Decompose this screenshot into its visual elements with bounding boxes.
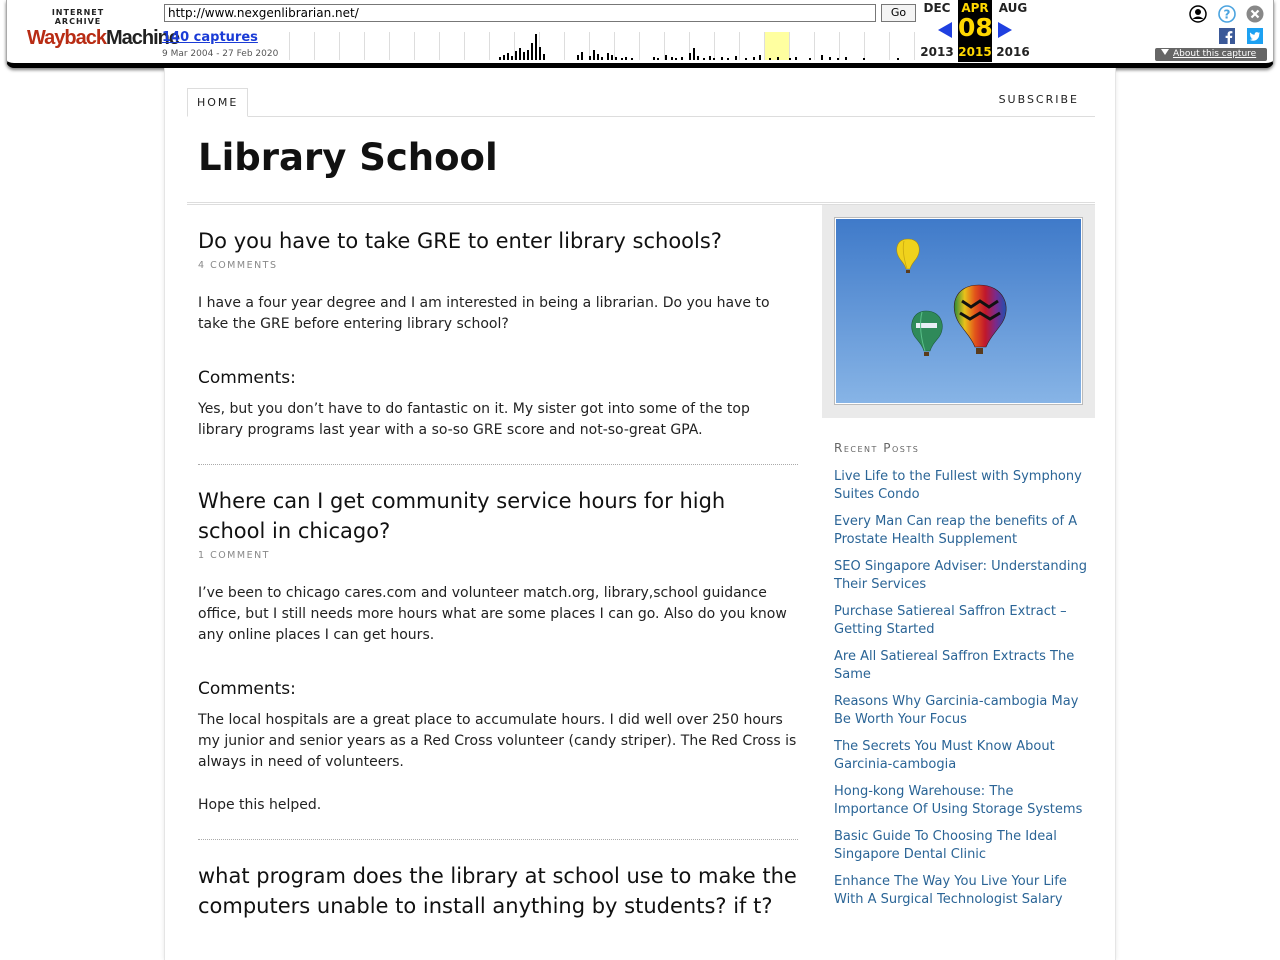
sparkline-bar: [535, 34, 537, 60]
logo-wayback-word: Wayback: [27, 27, 106, 49]
sparkline-bar: [809, 58, 811, 60]
sparkline-bar: [753, 57, 755, 60]
hot-air-balloons-image: [834, 217, 1083, 405]
sparkline-bar: [539, 47, 541, 60]
sparkline-bar: [597, 54, 599, 60]
sparkline-year-divider: [864, 32, 865, 60]
sparkline-bar: [829, 57, 831, 60]
svg-text:?: ?: [1223, 7, 1231, 22]
sparkline-year-divider: [839, 32, 840, 60]
facebook-icon[interactable]: [1219, 28, 1235, 44]
sidebar-photo-frame: [822, 205, 1095, 418]
sparkline-bar: [577, 55, 579, 60]
sparkline-year-divider: [914, 32, 915, 60]
sparkline-bar: [615, 57, 617, 60]
sparkline-bar: [837, 58, 839, 60]
sparkline-year-divider: [639, 32, 640, 60]
sparkline-bar: [531, 43, 533, 60]
post-body: I have a four year degree and I am interested in being a librarian. Do you have to take the GRE before entering library school?: [198, 295, 770, 332]
sparkline-bar: [745, 58, 747, 60]
recent-post-link[interactable]: Purchase Satiereal Saffron Extract – Getting Started: [834, 604, 1067, 637]
blog-page: [164, 68, 1116, 960]
go-button[interactable]: Go: [881, 4, 916, 22]
sparkline-bar: [499, 57, 501, 60]
about-capture-button[interactable]: [1155, 48, 1267, 61]
wayback-logo[interactable]: [27, 8, 179, 52]
logo-wayback-machine: [27, 27, 179, 50]
sparkline-year-divider: [439, 32, 440, 60]
sparkline-year-divider: [564, 32, 565, 60]
current-day-label: 08: [958, 13, 993, 42]
sparkline-bar: [503, 55, 505, 60]
help-icon[interactable]: [1218, 5, 1236, 23]
post-body: I’ve been to chicago cares.com and volunteer match.org, library,school guidance office, but I still needs more hours what are some places I can go. Also do you know any online places I can get hours.: [198, 585, 787, 643]
post-separator: [198, 464, 798, 465]
sparkline-year-divider: [614, 32, 615, 60]
recent-post-link[interactable]: Enhance The Way You Live Your Life With A Surgical Technologist Salary: [834, 874, 1067, 907]
sparkline-bar: [523, 52, 525, 60]
sparkline-year-divider: [814, 32, 815, 60]
recent-posts-heading: Recent Posts: [834, 441, 920, 455]
sparkline-year-divider: [739, 32, 740, 60]
sparkline-year-divider: [764, 32, 765, 60]
sparkline-year-divider: [289, 32, 290, 60]
user-account-icon[interactable]: [1189, 5, 1207, 23]
close-icon[interactable]: [1246, 5, 1264, 23]
sparkline-year-divider: [364, 32, 365, 60]
sparkline-bar: [653, 57, 655, 60]
current-capture-date: [958, 0, 992, 62]
post: [198, 861, 798, 921]
logo-internet-archive: INTERNET ARCHIVE: [51, 8, 105, 26]
recent-post-link[interactable]: Hong-kong Warehouse: The Importance Of Using Storage Systems: [834, 784, 1083, 817]
sparkline-bar: [721, 57, 723, 60]
sparkline-bar: [511, 56, 513, 60]
post-title[interactable]: Do you have to take GRE to enter library schools?: [198, 229, 722, 253]
next-month-label: AUG: [998, 1, 1028, 15]
sparkline-year-divider: [414, 32, 415, 60]
recent-post-link[interactable]: Live Life to the Fullest with Symphony Suites Condo: [834, 469, 1082, 502]
nav-home-tab[interactable]: HOME: [187, 88, 248, 117]
wayback-toolbar: [6, 0, 1274, 68]
next-year-label[interactable]: 2016: [996, 45, 1030, 59]
recent-post-link[interactable]: SEO Singapore Adviser: Understanding Their Services: [834, 559, 1087, 592]
sparkline-bar: [601, 57, 603, 60]
sparkline-bar: [727, 58, 729, 60]
url-input[interactable]: http://www.nexgenlibrarian.net/: [164, 4, 876, 22]
sparkline-bar: [777, 57, 779, 60]
comment-text: The local hospitals are a great place to accumulate hours. I did well over 250 hours my junior and senior years as a Red Cross volunteer (candy striper). The Red Cross is always in need of volunteers.: [198, 712, 797, 770]
current-year-highlight: [764, 32, 789, 60]
sparkline-bar: [527, 50, 529, 60]
post-title[interactable]: Where can I get community service hours for high school in chicago?: [198, 489, 726, 543]
post-separator: [198, 839, 798, 840]
post-title[interactable]: what program does the library at school use to make the computers unable to install anything by students? if t?: [198, 864, 797, 918]
sparkline-year-divider: [464, 32, 465, 60]
sparkline-bar: [593, 50, 595, 60]
top-nav: [187, 88, 1095, 117]
next-capture-arrow-icon[interactable]: [998, 22, 1012, 38]
post-comment-count[interactable]: 1 COMMENT: [198, 550, 270, 561]
prev-year-label[interactable]: 2013: [920, 45, 954, 59]
sparkline-bar: [689, 53, 691, 60]
recent-post-link[interactable]: Reasons Why Garcinia-cambogia May Be Worth Your Focus: [834, 694, 1079, 727]
sparkline-bar: [693, 48, 695, 60]
sparkline-bar: [657, 58, 659, 60]
capture-date-range: 9 Mar 2004 - 27 Feb 2020: [162, 49, 279, 59]
sparkline-bar: [697, 56, 699, 60]
sparkline-year-divider: [489, 32, 490, 60]
sparkline-year-divider: [339, 32, 340, 60]
recent-posts-list: [834, 468, 1089, 918]
captures-link[interactable]: 140 captures: [162, 30, 258, 45]
sparkline-bar: [789, 58, 791, 60]
sparkline-bar: [821, 55, 823, 60]
sparkline-year-divider: [314, 32, 315, 60]
sparkline-bar: [665, 55, 667, 60]
capture-sparkline[interactable]: [289, 32, 915, 60]
site-title[interactable]: Library School: [198, 136, 498, 179]
sparkline-year-divider: [389, 32, 390, 60]
current-year-label: 2015: [958, 45, 992, 59]
sparkline-bar: [519, 48, 521, 60]
sparkline-bar: [675, 58, 677, 60]
sparkline-bar: [769, 58, 771, 60]
sparkline-bar: [507, 53, 509, 60]
post: [198, 486, 798, 816]
sparkline-bar: [795, 57, 797, 60]
sparkline-bar: [631, 58, 633, 60]
post-comment-count[interactable]: 4 COMMENTS: [198, 260, 278, 271]
recent-post-link[interactable]: Are All Satiereal Saffron Extracts The Same: [834, 649, 1075, 682]
comment-text: Yes, but you don’t have to do fantastic on it. My sister got into some of the top library programs last year with a so-so GRE score and not-so-great GPA.: [198, 401, 750, 438]
sparkline-bar: [713, 58, 715, 60]
post: [198, 226, 798, 441]
comments-heading: Comments:: [198, 679, 296, 699]
logo-machine-word: Machine: [105, 27, 179, 49]
about-triangle-icon: [1161, 49, 1169, 55]
sparkline-bar: [621, 58, 623, 60]
prev-capture-month[interactable]: [917, 0, 957, 62]
sparkline-bar: [671, 57, 673, 60]
sparkline-bar: [681, 57, 683, 60]
comments-heading: Comments:: [198, 368, 296, 388]
sparkline-bar: [611, 55, 613, 60]
sparkline-bar: [515, 51, 517, 60]
sparkline-bar: [759, 55, 761, 60]
sparkline-bar: [581, 52, 583, 60]
recent-post-link[interactable]: Every Man Can reap the benefits of A Prostate Health Supplement: [834, 514, 1078, 547]
nav-subscribe-link[interactable]: SUBSCRIBE: [998, 93, 1079, 106]
sparkline-year-divider: [789, 32, 790, 60]
prev-month-label: DEC: [923, 1, 951, 15]
recent-post-link[interactable]: Basic Guide To Choosing The Ideal Singapore Dental Clinic: [834, 829, 1057, 862]
recent-post-link[interactable]: The Secrets You Must Know About Garcinia-cambogia: [834, 739, 1055, 772]
sparkline-year-divider: [889, 32, 890, 60]
about-capture-label: About this capture: [1173, 49, 1257, 59]
comment-text: Hope this helped.: [198, 797, 322, 813]
sparkline-bar: [625, 57, 627, 60]
sparkline-bar: [543, 54, 545, 60]
sparkline-bar: [897, 58, 899, 60]
sparkline-bar: [735, 56, 737, 60]
main-content: [198, 226, 798, 921]
sparkline-bar: [709, 56, 711, 60]
sparkline-bar: [703, 58, 705, 60]
sparkline-year-divider: [714, 32, 715, 60]
twitter-icon[interactable]: [1247, 28, 1263, 44]
current-month-label: APR: [961, 1, 989, 15]
sparkline-bar: [845, 57, 847, 60]
sparkline-bar: [589, 56, 591, 60]
sparkline-bar: [863, 58, 865, 60]
sparkline-bar: [607, 53, 609, 60]
